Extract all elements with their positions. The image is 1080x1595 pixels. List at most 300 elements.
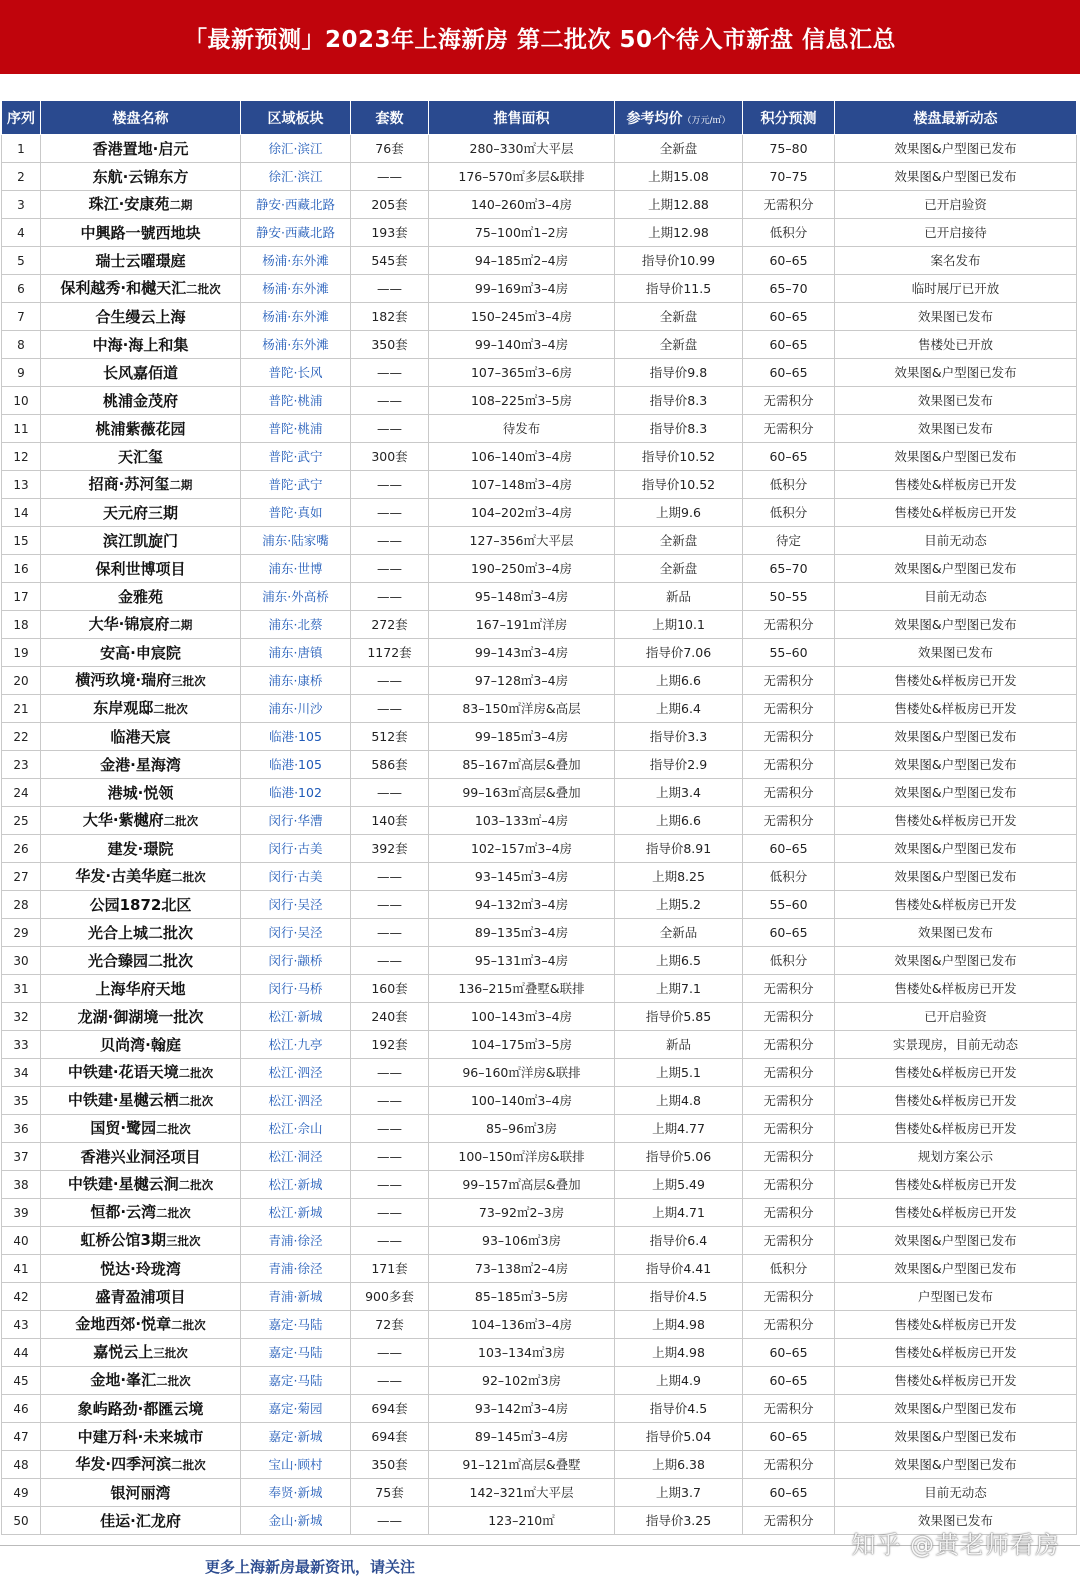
cell-update: 售楼处已开放 — [835, 331, 1077, 359]
cell-area: 普陀·武宁 — [241, 471, 351, 499]
cell-size: 106–140㎡3–4房 — [429, 443, 615, 471]
cell-no: 42 — [2, 1283, 41, 1311]
cell-size: 140–260㎡3–4房 — [429, 191, 615, 219]
cell-no: 29 — [2, 919, 41, 947]
cell-units: —— — [351, 1339, 429, 1367]
cell-score: 无需积分 — [743, 779, 835, 807]
cell-update: 效果图&户型图已发布 — [835, 359, 1077, 387]
cell-update: 效果图&户型图已发布 — [835, 1227, 1077, 1255]
project-phase: 二批次 — [171, 1458, 206, 1472]
cell-units: 300套 — [351, 443, 429, 471]
cell-no: 37 — [2, 1143, 41, 1171]
cell-no: 39 — [2, 1199, 41, 1227]
cell-units: 76套 — [351, 135, 429, 163]
cell-score: 60–65 — [743, 1423, 835, 1451]
cell-name — [41, 1115, 241, 1143]
cell-size: 104–136㎡3–4房 — [429, 1311, 615, 1339]
project-name: 光合臻园二批次 — [87, 951, 193, 970]
project-name: 天元府三期 — [102, 503, 178, 522]
cell-area: 普陀·真如 — [241, 499, 351, 527]
table-row — [2, 1227, 1077, 1255]
cell-score: 无需积分 — [743, 1143, 835, 1171]
project-name: 瑞士云曜璟庭 — [95, 251, 186, 270]
table-row — [2, 1311, 1077, 1339]
cell-score: 无需积分 — [743, 975, 835, 1003]
cell-size: 104–202㎡3–4房 — [429, 499, 615, 527]
cell-update: 已开启验资 — [835, 1003, 1077, 1031]
table-row — [2, 1283, 1077, 1311]
cell-size: 102–157㎡3–4房 — [429, 835, 615, 863]
project-name: 大华·锦宸府 — [88, 615, 170, 633]
project-phase: 二批次 — [171, 1318, 206, 1332]
cell-units: —— — [351, 415, 429, 443]
project-phase: 二批次 — [156, 1374, 191, 1388]
cell-update: 售楼处&样板房已开发 — [835, 891, 1077, 919]
cell-name — [41, 695, 241, 723]
table-row — [2, 219, 1077, 247]
cell-size: 100–143㎡3–4房 — [429, 1003, 615, 1031]
cell-area: 嘉定·马陆 — [241, 1367, 351, 1395]
cell-update: 售楼处&样板房已开发 — [835, 807, 1077, 835]
cell-name — [41, 1143, 241, 1171]
cell-score: 无需积分 — [743, 1115, 835, 1143]
cell-no: 38 — [2, 1171, 41, 1199]
cell-size: 99–143㎡3–4房 — [429, 639, 615, 667]
cell-name — [41, 415, 241, 443]
cell-size: 167–191㎡洋房 — [429, 611, 615, 639]
cell-area: 松江·泗泾 — [241, 1059, 351, 1087]
cell-no: 15 — [2, 527, 41, 555]
cell-name — [41, 1507, 241, 1535]
cell-score: 无需积分 — [743, 1031, 835, 1059]
cell-units: 272套 — [351, 611, 429, 639]
project-name: 桃浦紫薇花园 — [95, 419, 186, 438]
cell-price: 指导价7.06 — [615, 639, 743, 667]
cell-area: 静安·西藏北路 — [241, 191, 351, 219]
cell-update: 售楼处&样板房已开发 — [835, 1367, 1077, 1395]
cell-price: 全新盘 — [615, 135, 743, 163]
cell-units: —— — [351, 1199, 429, 1227]
cell-price: 指导价5.04 — [615, 1423, 743, 1451]
cell-update: 售楼处&样板房已开发 — [835, 1087, 1077, 1115]
cell-units: —— — [351, 891, 429, 919]
cell-no: 50 — [2, 1507, 41, 1535]
project-name: 佳运·汇龙府 — [100, 1511, 181, 1530]
table-row — [2, 1451, 1077, 1479]
cell-units: 192套 — [351, 1031, 429, 1059]
cell-score: 60–65 — [743, 303, 835, 331]
cell-update: 效果图&户型图已发布 — [835, 443, 1077, 471]
cell-size: 99–140㎡3–4房 — [429, 331, 615, 359]
header-score: 积分预测 — [743, 101, 835, 135]
cell-price: 上期3.4 — [615, 779, 743, 807]
cell-price: 上期5.49 — [615, 1171, 743, 1199]
cell-update: 效果图&户型图已发布 — [835, 1395, 1077, 1423]
cell-size: 123–210㎡ — [429, 1507, 615, 1535]
cell-score: 低积分 — [743, 499, 835, 527]
cell-score: 65–70 — [743, 275, 835, 303]
table-row — [2, 611, 1077, 639]
cell-no: 40 — [2, 1227, 41, 1255]
cell-no: 35 — [2, 1087, 41, 1115]
cell-units: —— — [351, 275, 429, 303]
project-name: 长风嘉佰道 — [102, 363, 178, 382]
watermark: 知乎 @黄老师看房 — [851, 1531, 1060, 1559]
cell-price: 上期6.5 — [615, 947, 743, 975]
cell-update: 实景现房，目前无动态 — [835, 1031, 1077, 1059]
project-phase: 三批次 — [153, 1346, 188, 1360]
cell-name — [41, 1031, 241, 1059]
cell-update: 户型图已发布 — [835, 1283, 1077, 1311]
cell-units: 72套 — [351, 1311, 429, 1339]
cell-name — [41, 499, 241, 527]
cell-update: 临时展厅已开放 — [835, 275, 1077, 303]
cell-price: 指导价5.85 — [615, 1003, 743, 1031]
cell-no: 14 — [2, 499, 41, 527]
cell-size: 190–250㎡3–4房 — [429, 555, 615, 583]
cell-area: 嘉定·马陆 — [241, 1339, 351, 1367]
table-row — [2, 1171, 1077, 1199]
project-name: 公园1872北区 — [89, 895, 192, 914]
cell-area: 闵行·马桥 — [241, 975, 351, 1003]
cell-name — [41, 247, 241, 275]
cell-name — [41, 1171, 241, 1199]
cell-no: 46 — [2, 1395, 41, 1423]
cell-size: 108–225㎡3–5房 — [429, 387, 615, 415]
cell-units: 193套 — [351, 219, 429, 247]
project-phase: 二批次 — [171, 870, 206, 884]
cell-update: 效果图&户型图已发布 — [835, 1255, 1077, 1283]
cell-price: 上期6.6 — [615, 667, 743, 695]
project-phase: 二期 — [169, 478, 193, 492]
cell-area: 杨浦·东外滩 — [241, 331, 351, 359]
table-row — [2, 555, 1077, 583]
cell-update: 效果图已发布 — [835, 303, 1077, 331]
cell-score: 低积分 — [743, 471, 835, 499]
cell-price: 上期7.1 — [615, 975, 743, 1003]
cell-no: 36 — [2, 1115, 41, 1143]
table-row — [2, 387, 1077, 415]
footer-text: 更多上海新房最新资讯，请关注 — [204, 1558, 415, 1576]
cell-price: 上期8.25 — [615, 863, 743, 891]
cell-area: 普陀·武宁 — [241, 443, 351, 471]
cell-size: 100–140㎡3–4房 — [429, 1087, 615, 1115]
cell-name — [41, 667, 241, 695]
project-name: 金雅苑 — [117, 587, 163, 606]
cell-no: 23 — [2, 751, 41, 779]
cell-no: 5 — [2, 247, 41, 275]
project-name: 香港兴业洞泾项目 — [80, 1147, 201, 1166]
table-row — [2, 1367, 1077, 1395]
cell-no: 12 — [2, 443, 41, 471]
cell-no: 48 — [2, 1451, 41, 1479]
cell-area: 普陀·桃浦 — [241, 387, 351, 415]
project-name: 中興路一號西地块 — [80, 223, 201, 242]
cell-units: 694套 — [351, 1395, 429, 1423]
cell-price: 上期15.08 — [615, 163, 743, 191]
cell-update: 效果图&户型图已发布 — [835, 863, 1077, 891]
cell-no: 45 — [2, 1367, 41, 1395]
cell-price: 指导价4.41 — [615, 1255, 743, 1283]
cell-no: 2 — [2, 163, 41, 191]
cell-size: 176–570㎡多层&联排 — [429, 163, 615, 191]
cell-score: 60–65 — [743, 919, 835, 947]
cell-units: 240套 — [351, 1003, 429, 1031]
cell-units: —— — [351, 163, 429, 191]
project-name: 保利世博项目 — [95, 559, 186, 578]
cell-size: 96–160㎡洋房&联排 — [429, 1059, 615, 1087]
cell-area: 浦东·陆家嘴 — [241, 527, 351, 555]
cell-no: 1 — [2, 135, 41, 163]
cell-score: 60–65 — [743, 359, 835, 387]
cell-size: 127–356㎡大平层 — [429, 527, 615, 555]
cell-area: 嘉定·新城 — [241, 1423, 351, 1451]
project-name: 虹桥公馆3期 — [80, 1231, 166, 1249]
cell-size: 95–131㎡3–4房 — [429, 947, 615, 975]
cell-units: 900多套 — [351, 1283, 429, 1311]
cell-score: 无需积分 — [743, 415, 835, 443]
cell-name — [41, 1423, 241, 1451]
table-row — [2, 1059, 1077, 1087]
cell-area: 浦东·外高桥 — [241, 583, 351, 611]
cell-units: 182套 — [351, 303, 429, 331]
project-name: 金港·星海湾 — [100, 755, 181, 774]
cell-score: 待定 — [743, 527, 835, 555]
cell-name — [41, 1339, 241, 1367]
cell-size: 104–175㎡3–5房 — [429, 1031, 615, 1059]
cell-units: —— — [351, 919, 429, 947]
cell-area: 闵行·古美 — [241, 835, 351, 863]
cell-score: 70–75 — [743, 163, 835, 191]
cell-score: 无需积分 — [743, 667, 835, 695]
cell-units: —— — [351, 1507, 429, 1535]
table-body — [2, 135, 1077, 1535]
cell-units: —— — [351, 863, 429, 891]
cell-units: 694套 — [351, 1423, 429, 1451]
header-name: 楼盘名称 — [41, 101, 241, 135]
cell-units: —— — [351, 583, 429, 611]
cell-name — [41, 1311, 241, 1339]
cell-update: 效果图&户型图已发布 — [835, 723, 1077, 751]
cell-units: —— — [351, 1171, 429, 1199]
cell-update: 已开启接待 — [835, 219, 1077, 247]
cell-name — [41, 1199, 241, 1227]
project-name: 金地·峯汇 — [90, 1371, 157, 1389]
project-phase: 二批次 — [178, 1066, 214, 1080]
project-name: 中铁建·花语天境 — [67, 1063, 179, 1081]
cell-update: 效果图已发布 — [835, 387, 1077, 415]
cell-size: 85–167㎡高层&叠加 — [429, 751, 615, 779]
cell-no: 4 — [2, 219, 41, 247]
cell-area: 金山·新城 — [241, 1507, 351, 1535]
cell-no: 17 — [2, 583, 41, 611]
cell-score: 55–60 — [743, 639, 835, 667]
cell-size: 94–185㎡2–4房 — [429, 247, 615, 275]
cell-no: 20 — [2, 667, 41, 695]
cell-area: 嘉定·马陆 — [241, 1311, 351, 1339]
table-row — [2, 1339, 1077, 1367]
table-row — [2, 891, 1077, 919]
table-row — [2, 1003, 1077, 1031]
project-name: 大华·紫樾府 — [82, 811, 164, 829]
cell-price: 全新盘 — [615, 555, 743, 583]
cell-size: 91–121㎡高层&叠墅 — [429, 1451, 615, 1479]
cell-score: 无需积分 — [743, 1451, 835, 1479]
cell-price: 指导价4.5 — [615, 1283, 743, 1311]
cell-update: 案名发布 — [835, 247, 1077, 275]
table-row — [2, 1423, 1077, 1451]
cell-name — [41, 135, 241, 163]
project-name: 保利越秀·和樾天汇 — [60, 279, 187, 297]
cell-price: 全新品 — [615, 919, 743, 947]
cell-score: 无需积分 — [743, 387, 835, 415]
cell-update: 售楼处&样板房已开发 — [835, 667, 1077, 695]
table-header-row — [2, 101, 1077, 135]
cell-no: 9 — [2, 359, 41, 387]
cell-name — [41, 331, 241, 359]
cell-units: 140套 — [351, 807, 429, 835]
cell-area: 杨浦·东外滩 — [241, 303, 351, 331]
table-row — [2, 1115, 1077, 1143]
cell-update: 效果图已发布 — [835, 1507, 1077, 1535]
table-row — [2, 919, 1077, 947]
cell-name — [41, 443, 241, 471]
cell-units: 586套 — [351, 751, 429, 779]
header-price-unit: （万元/㎡） — [682, 115, 731, 126]
cell-area: 静安·西藏北路 — [241, 219, 351, 247]
cell-units: —— — [351, 527, 429, 555]
cell-update: 效果图&户型图已发布 — [835, 1423, 1077, 1451]
cell-no: 32 — [2, 1003, 41, 1031]
cell-no: 34 — [2, 1059, 41, 1087]
project-phase: 二批次 — [156, 1122, 191, 1136]
cell-units: 75套 — [351, 1479, 429, 1507]
cell-size: 150–245㎡3–4房 — [429, 303, 615, 331]
cell-area: 青浦·徐泾 — [241, 1255, 351, 1283]
table-row — [2, 499, 1077, 527]
cell-area: 松江·泗泾 — [241, 1087, 351, 1115]
cell-update: 售楼处&样板房已开发 — [835, 499, 1077, 527]
cell-price: 指导价10.52 — [615, 471, 743, 499]
cell-no: 21 — [2, 695, 41, 723]
table-row — [2, 275, 1077, 303]
cell-name — [41, 1059, 241, 1087]
table-row — [2, 1395, 1077, 1423]
cell-area: 松江·新城 — [241, 1199, 351, 1227]
cell-price: 上期3.7 — [615, 1479, 743, 1507]
project-name: 象屿路劲·都匯云境 — [77, 1399, 204, 1418]
project-name: 桃浦金茂府 — [102, 391, 178, 410]
table-row — [2, 191, 1077, 219]
cell-no: 44 — [2, 1339, 41, 1367]
cell-name — [41, 723, 241, 751]
cell-units: 160套 — [351, 975, 429, 1003]
cell-score: 无需积分 — [743, 1395, 835, 1423]
cell-no: 27 — [2, 863, 41, 891]
table-row — [2, 1479, 1077, 1507]
project-name: 香港置地·启元 — [92, 139, 189, 158]
project-name: 中铁建·星樾云涧 — [67, 1175, 179, 1193]
cell-area: 杨浦·东外滩 — [241, 275, 351, 303]
cell-name — [41, 527, 241, 555]
table-row — [2, 163, 1077, 191]
cell-name — [41, 975, 241, 1003]
cell-score: 无需积分 — [743, 751, 835, 779]
cell-no: 33 — [2, 1031, 41, 1059]
project-name: 嘉悦云上 — [93, 1343, 154, 1361]
page-title: 「最新预测」2023年上海新房 第二批次 50个待入市新盘 信息汇总 — [0, 0, 1080, 74]
cell-no: 31 — [2, 975, 41, 1003]
table-row — [2, 583, 1077, 611]
cell-name — [41, 611, 241, 639]
cell-name — [41, 807, 241, 835]
cell-score: 无需积分 — [743, 807, 835, 835]
cell-size: 107–148㎡3–4房 — [429, 471, 615, 499]
cell-name — [41, 163, 241, 191]
cell-score: 60–65 — [743, 1367, 835, 1395]
project-phase: 二批次 — [156, 1206, 191, 1220]
cell-price: 指导价3.3 — [615, 723, 743, 751]
project-name: 恒都·云湾 — [90, 1203, 157, 1221]
cell-no: 24 — [2, 779, 41, 807]
cell-price: 上期4.9 — [615, 1367, 743, 1395]
project-name: 国贸·鹭园 — [90, 1119, 157, 1137]
cell-area: 闵行·古美 — [241, 863, 351, 891]
project-name: 东岸观邸 — [93, 699, 154, 717]
cell-score: 无需积分 — [743, 1283, 835, 1311]
cell-update: 效果图&户型图已发布 — [835, 947, 1077, 975]
cell-no: 7 — [2, 303, 41, 331]
cell-units: —— — [351, 359, 429, 387]
cell-size: 94–132㎡3–4房 — [429, 891, 615, 919]
project-name: 上海华府天地 — [95, 979, 186, 998]
cell-price: 上期6.4 — [615, 695, 743, 723]
cell-name — [41, 1479, 241, 1507]
cell-area: 普陀·桃浦 — [241, 415, 351, 443]
cell-no: 43 — [2, 1311, 41, 1339]
table-row — [2, 303, 1077, 331]
cell-update: 效果图&户型图已发布 — [835, 163, 1077, 191]
cell-no: 47 — [2, 1423, 41, 1451]
cell-size: 99–185㎡3–4房 — [429, 723, 615, 751]
project-name: 中海·海上和集 — [92, 335, 189, 354]
cell-name — [41, 1283, 241, 1311]
project-name: 天汇玺 — [117, 447, 163, 466]
cell-units: —— — [351, 555, 429, 583]
cell-price: 上期5.2 — [615, 891, 743, 919]
cell-units: 512套 — [351, 723, 429, 751]
project-name: 金地西郊·悦章 — [75, 1315, 172, 1333]
cell-size: 280–330㎡大平层 — [429, 135, 615, 163]
cell-area: 浦东·北蔡 — [241, 611, 351, 639]
cell-area: 浦东·康桥 — [241, 667, 351, 695]
cell-area: 临港·105 — [241, 751, 351, 779]
cell-price: 上期4.98 — [615, 1311, 743, 1339]
cell-name — [41, 1367, 241, 1395]
cell-score: 55–60 — [743, 891, 835, 919]
cell-area: 临港·105 — [241, 723, 351, 751]
listings-table — [1, 100, 1077, 1535]
cell-score: 无需积分 — [743, 1199, 835, 1227]
cell-area: 闵行·吴泾 — [241, 891, 351, 919]
cell-no: 49 — [2, 1479, 41, 1507]
cell-update: 售楼处&样板房已开发 — [835, 1115, 1077, 1143]
table-row — [2, 807, 1077, 835]
project-name: 光合上城二批次 — [87, 923, 193, 942]
cell-name — [41, 471, 241, 499]
cell-units: 1172套 — [351, 639, 429, 667]
cell-update: 效果图&户型图已发布 — [835, 835, 1077, 863]
